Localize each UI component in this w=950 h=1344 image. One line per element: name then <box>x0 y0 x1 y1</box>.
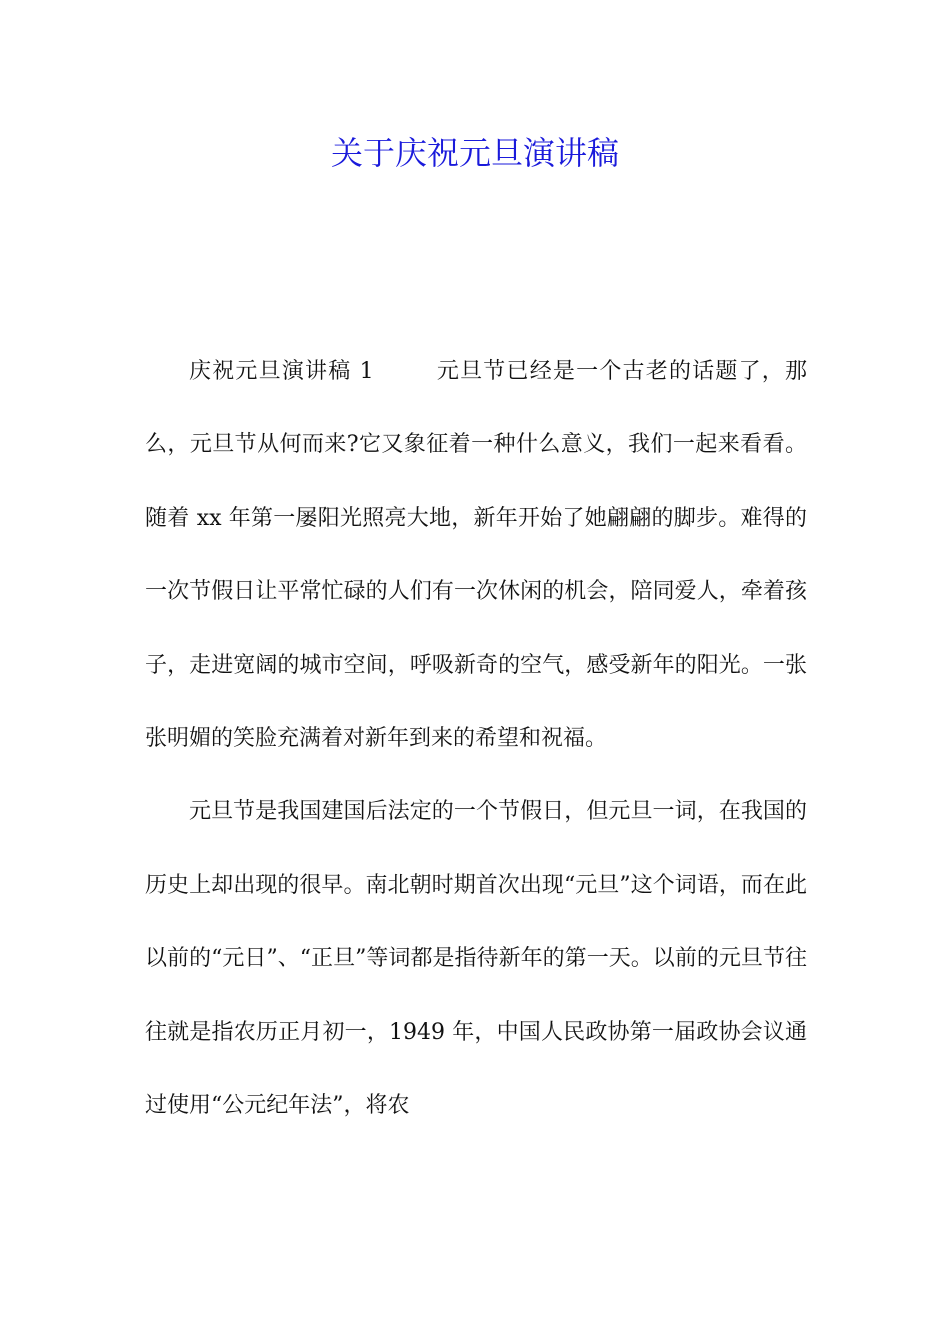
section-heading: 庆祝元旦演讲稿 1 <box>189 359 374 384</box>
paragraph-2: 元旦节是我国建国后法定的一个节假日，但元旦一词，在我国的历史上却出现的很早。南北朝时期首次出现“元旦”这个词语，而在此以前的“元日”、“正旦”等词都是指待新年的第一天。以前的元旦节往往就是指农历正月初一，1949 年，中国人民政协第一届政协会议通过使用“公元纪年法”，将农 <box>145 799 807 1119</box>
document-title: 关于庆祝元旦演讲稿 <box>330 134 619 172</box>
document-body <box>145 335 807 1142</box>
paragraph-1-text: 元旦节已经是一个古老的话题了，那么，元旦节从何而来?它又象征着一种什么意义，我们一起来看看。随着 xx 年第一屡阳光照亮大地，新年开始了她翩翩的脚步。难得的一次节假日让平常忙碌的人们有一次休闲的机会，陪同爱人，牵着孩子，走进宽阔的城市空间，呼吸新奇的空气，感受新年的阳光。一张张明媚的笑脸充满着对新年到来的希望和祝福。 <box>145 359 807 752</box>
paragraph-1 <box>145 335 807 775</box>
